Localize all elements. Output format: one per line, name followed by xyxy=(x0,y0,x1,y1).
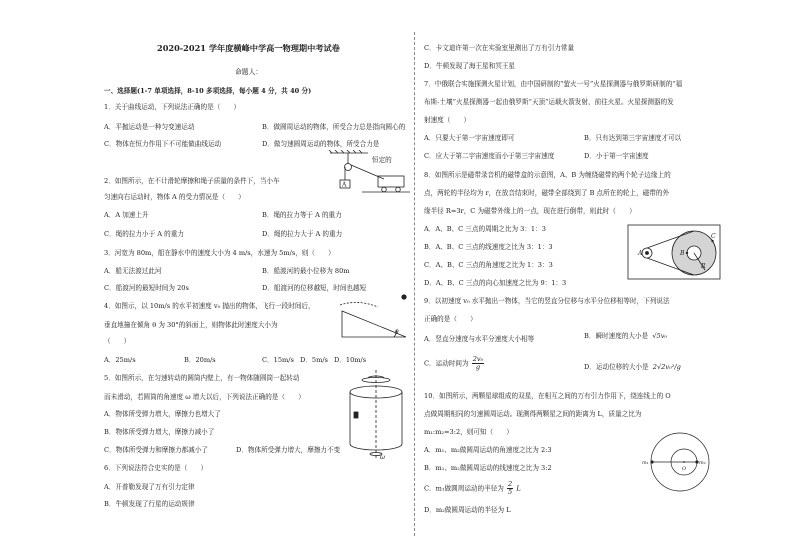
q9-stem: 9．以初速度 v₀ 水平抛出一物体，当它的竖直分位移与水平分位移相等时，下列说法 xyxy=(424,297,670,305)
q7-option-a: A．只要大于第一宇宙速度即可 xyxy=(424,134,515,142)
q8-stem-cont: 点，两轮的半径均为 r，在放音结束时，磁带全部绕到了 B 点所在的轮上，磁带的外 xyxy=(424,189,670,197)
q4-paren: （ ） xyxy=(104,337,131,345)
q8-option-b: B．A、B、C 三点的线速度之比为 3：1：3 xyxy=(424,243,553,251)
section-heading: 一、选择题(1-7 单项选择，8-10 多项选择，每小题 4 分，共 40 分) xyxy=(104,87,312,95)
q6-stem: 6．下列说法符合史实的是（ ） xyxy=(104,464,208,472)
q7-option-c: C．应大于第二宇宙速度而小于第三宇宙速度 xyxy=(424,152,555,160)
q8-figure-label-a: A xyxy=(638,250,643,257)
q1-option-b: B．做圆周运动的物体，所受合力总是指向圆心的 xyxy=(262,123,406,131)
q8-stem-cont2: 缘半径 R=3r，C 为磁带外缘上的一点，现在进行倒带，则此时（ ） xyxy=(424,207,636,215)
q6-option-a: A．开普勒发现了万有引力定律 xyxy=(104,483,195,491)
q10-option-c-numerator: 2 xyxy=(508,480,513,488)
q5-stem-cont: 而未滑动，若圆筒的角速度 ω 增大以后，下列说法正确的是（ ） xyxy=(104,393,305,401)
q5-option-d: D．物体所受弹力增大，摩擦力不变 xyxy=(236,446,341,454)
q2-option-b: B．绳的拉力等于 A 的重力 xyxy=(262,211,342,219)
q9-stem-cont: 正确的是（ ） xyxy=(424,315,477,323)
q4-figure-incline xyxy=(338,293,410,341)
q9-option-d-text: D．运动位移的大小是 xyxy=(584,363,649,371)
q3-option-c: C．船渡河的最短时间为 20s xyxy=(104,284,189,292)
q8-figure-label-r: R xyxy=(701,263,706,270)
q9-option-d xyxy=(584,364,681,371)
q10-option-b: B．m₁、m₂做圆周运动的线速度之比为 3:2 xyxy=(424,464,552,472)
q8-figure-label-c: C xyxy=(711,233,716,240)
q4-figure-label-theta: θ xyxy=(395,329,399,336)
q10-option-c xyxy=(424,481,521,496)
q3-stem: 3．河宽为 80m，船在静水中的速度大小为 4 m/s，水速为 5m/s，则（ ） xyxy=(104,249,335,257)
q9-option-a: A．竖直分速度与水平分速度大小相等 xyxy=(424,335,535,343)
author-label: 命题人： xyxy=(235,68,263,76)
q2-stem: 2．如图所示，在不计滑轮摩擦和绳子质量的条件下，当小车 xyxy=(104,177,280,185)
q6-option-c: C．卡文迪许第一次在实验室里测出了万有引力常量 xyxy=(424,44,575,52)
q8-option-c: C．A、B、C 三点的角速度之比为 1：3：3 xyxy=(424,261,553,269)
q10-stem-cont: 点做周期相同的匀速圆周运动。现测得两颗星之间的距离为 L，质量之比为 xyxy=(424,410,642,418)
q4-option-d: D．5m/s xyxy=(300,356,328,364)
q10-figure-label-m1: m₁ xyxy=(642,460,649,466)
q8-figure-label-b: B xyxy=(680,250,685,257)
q1-option-a: A．平抛运动是一种匀变速运动 xyxy=(104,123,195,131)
q9-option-b-text: B．瞬时速度的大小是 xyxy=(584,332,649,340)
q4-stem-cont: 垂直地撞在倾角 θ 为 30°的斜面上，则物体此时速度大小为 xyxy=(104,321,278,329)
q2-stem-cont: 匀速向右运动时，物体 A 的受力情况是（ ） xyxy=(104,193,245,201)
q5-option-b: B．物体所受弹力增大，摩擦力减小了 xyxy=(104,428,215,436)
q9-option-c xyxy=(424,356,485,371)
q1-option-d: D．做匀速圆周运动的物体，所受合力是 xyxy=(262,140,380,148)
q8-option-d: D．A、B、C 三点的向心加速度之比为 9：1：3 xyxy=(424,279,567,287)
q2-option-d: D．绳的拉力大于 A 的重力 xyxy=(262,230,343,238)
q2-figure-pulley-cart xyxy=(328,150,410,200)
q4-option-b: B．20m/s xyxy=(184,356,216,364)
q7-stem: 7．中俄联合实施探测火星计划，由中国研制的“萤火一号”火星探测器与俄罗斯研制的“福 xyxy=(424,80,683,88)
q9-option-b-math: √5v₀ xyxy=(652,332,668,340)
q5-figure-cylinder xyxy=(346,370,406,460)
q5-figure-label-omega: ω xyxy=(380,454,385,460)
q8-stem: 8．如图所示是磁带录音机的磁带盒的示意图，A、B 为缠绕磁带的两个轮子边缘上的 xyxy=(424,171,671,179)
q3-option-b: B．船渡河的最小位移为 80m xyxy=(262,267,350,275)
q2-figure-label-a: A xyxy=(342,181,347,189)
q2-option-c: C．绳的拉力小于 A 的重力 xyxy=(104,230,184,238)
q1-stem: 1．关于曲线运动，下列说法正确的是（ ） xyxy=(104,103,241,111)
q10-figure-label-o: O xyxy=(682,466,687,472)
q7-stem-cont2: 射速度（ ） xyxy=(424,116,471,124)
q7-option-d: D．小于第一宇宙速度 xyxy=(584,152,649,160)
q4-option-c: C．15m/s xyxy=(262,356,294,364)
q1-option-c: C．物体在恒力作用下不可能做曲线运动 xyxy=(104,140,222,148)
q3-option-d: D．船渡河的位移越短，时间也越短 xyxy=(262,284,367,292)
q10-stem: 10．如图所示，两颗星球组成的双星，在相互之间的万有引力作用下，绕连线上的 O xyxy=(424,392,671,400)
q3-option-a: A．船无法渡过此河 xyxy=(104,267,162,275)
q5-stem: 5．如图所示，在匀速转动的圆筒内壁上，有一物体随圆筒一起转动 xyxy=(104,374,300,382)
q1-option-d-cont: 恒定的 xyxy=(372,156,392,164)
q10-option-c-text: C．m₁做圆周运动的半径为 xyxy=(424,484,504,493)
q10-option-c-denominator: 5 xyxy=(508,487,513,496)
q6-option-b: B．牛顿发现了行星的运动规律 xyxy=(104,500,195,508)
q10-stem-cont2: m₁:m₂=3:2，则可知（ ） xyxy=(424,428,513,436)
q7-stem-cont: 布斯-土壤”火星探测器一起由俄罗斯“天顶”运载火箭发射，前往火星。火星探测器的发 xyxy=(424,98,674,106)
q2-option-a: A．A 加速上升 xyxy=(104,211,149,219)
q9-option-b xyxy=(584,333,667,340)
q10-option-d: D．m₂做圆周运动的半径为 L xyxy=(424,506,511,514)
q8-option-a: A．A、B、C 三点的周期之比为 3：1：3 xyxy=(424,225,546,233)
q7-option-b: B．只有达到第三宇宙速度才可以 xyxy=(584,134,682,142)
q9-option-d-math: 2√2v₀²/g xyxy=(652,363,681,371)
q6-option-d: D．牛顿发现了海王星和冥王星 xyxy=(424,62,516,70)
q9-option-c-fraction xyxy=(472,356,485,371)
column-divider xyxy=(414,32,415,536)
q8-figure-cassette xyxy=(627,224,721,280)
q10-figure-binary-star xyxy=(632,432,714,492)
q5-option-a: A．物体所受弹力增大，摩擦力也增大了 xyxy=(104,410,221,418)
q10-figure-label-m2: m₂ xyxy=(699,460,706,466)
q9-option-c-numerator: 2v₀ xyxy=(472,355,484,363)
q10-option-c-tail: L xyxy=(516,484,521,493)
q10-option-a: A．m₁、m₂做圆周运动的角速度之比为 2:3 xyxy=(424,446,552,454)
q4-option-a: A．25m/s xyxy=(104,356,136,364)
exam-title: 2020-2021 学年度横峰中学高一物理期中考试卷 xyxy=(157,43,340,53)
q9-option-c-denominator: g xyxy=(475,362,481,371)
q4-stem: 4．如图示，以 10m/s 的水平初速度 v₀ 抛出的物体，飞行一段时间后， xyxy=(104,302,315,310)
q9-option-c-text: C．运动时间为 xyxy=(424,359,469,368)
q4-option-e: D．10m/s xyxy=(334,356,367,364)
q5-option-c: C．物体所受弹力和摩擦力都减小了 xyxy=(104,446,208,454)
q10-option-c-fraction xyxy=(507,481,513,496)
